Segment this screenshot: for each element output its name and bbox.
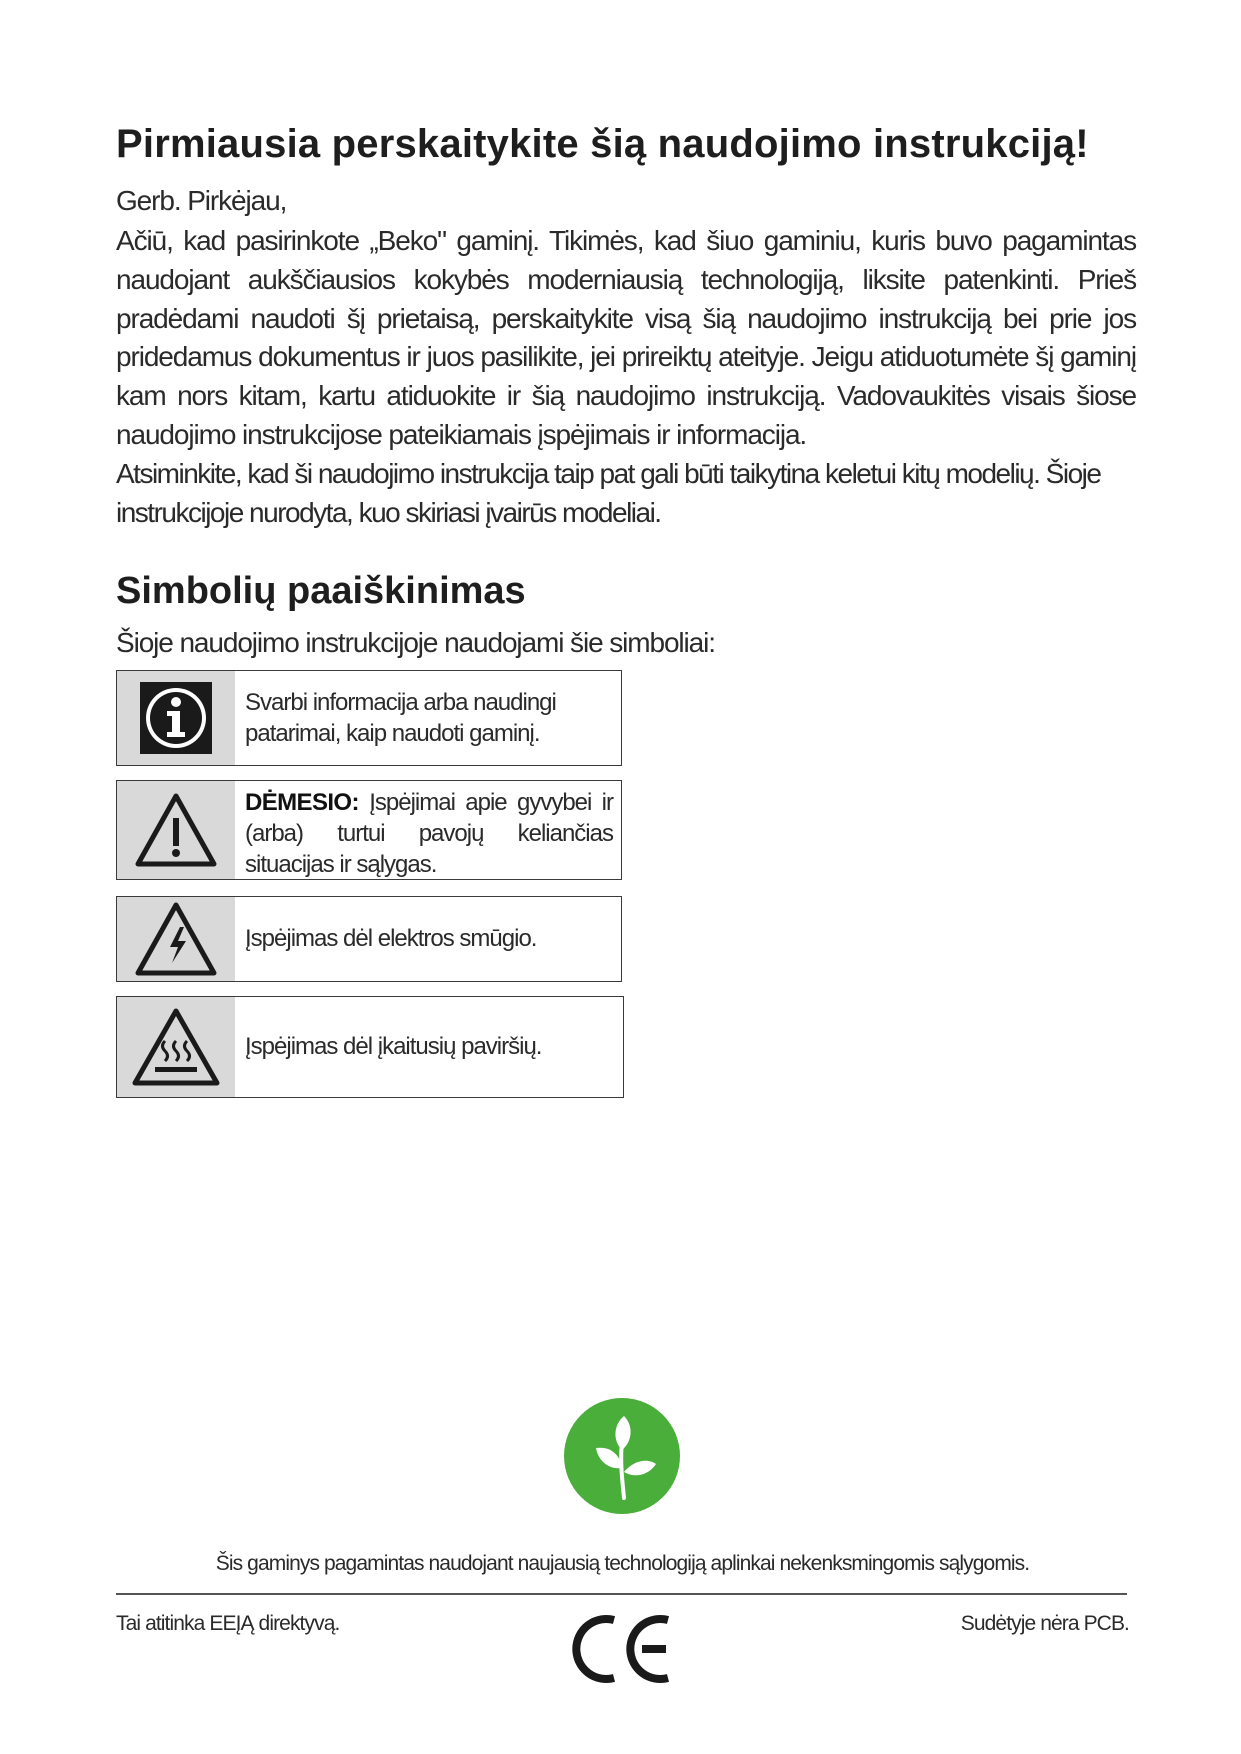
intro-paragraph-2: Atsiminkite, kad ši naudojimo instrukcija taip pat gali būti taikytina keletui kitų modelių. Šioje instrukcijoje nurodyta, kuo skiriasi įvairūs modeliai. [116,458,1101,528]
warning-label: DĖMESIO: [245,789,359,816]
eco-note: Šis gaminys pagamintas naudojant naujausią technologiją aplinkai nekenksmingomis sąlygomis. [215,1552,1030,1575]
hot-surface-icon [117,997,235,1097]
eco-leaf-icon [564,1398,680,1514]
pcb-statement: Sudėtyje nėra PCB. [960,1612,1129,1635]
ce-mark-icon [572,1612,676,1686]
electric-shock-icon [117,897,235,981]
symbols-intro: Šioje naudojimo instrukcijoje naudojami šie simboliai: [116,627,715,658]
warning-icon [117,781,235,879]
symbol-row-hot-surface [116,996,624,1098]
footer-divider [116,1593,1127,1595]
symbols-section-title: Simbolių paaiškinimas [116,570,526,612]
greeting: Gerb. Pirkėjau, [116,185,287,216]
symbol-description: Svarbi informacija arba naudingi patarimai, kaip naudoti gaminį. [245,689,556,747]
warning-text: Įspėjimai apie gyvybei ir (arba) turtui pavojų keliančias situacijas ir sąlygas. [245,789,614,878]
symbol-description: Įspėjimas dėl įkaitusių paviršių. [245,1033,542,1060]
page-title: Pirmiausia perskaitykite šią naudojimo instrukciją! [116,122,1089,166]
symbol-description [245,787,613,880]
symbol-description: Įspėjimas dėl elektros smūgio. [245,925,537,952]
symbol-row-electric-shock [116,896,622,982]
weee-compliance: Tai atitinka EEĮĄ direktyvą. [116,1612,340,1635]
info-icon [117,671,235,765]
symbol-row-warning [116,780,622,880]
intro-paragraph-1: Ačiū, kad pasirinkote „Beko" gaminį. Tikimės, kad šiuo gaminiu, kuris buvo pagamintas naudojant aukščiausios kokybės moderniausią technologiją, liksite patenkinti. Prieš pradėdami naudoti šį prietaisą, perskaitykite visą šią naudojimo instrukciją bei prie jos pridedamus dokumentus ir juos pasilikite, jei prireiktų ateityje. Jeigu atiduotumėte šį gaminį kam nors kitam, kartu atiduokite ir šią naudojimo instrukciją. Vadovaukitės visais šiose naudojimo instrukcijose pateikiamais įspėjimais ir informacija. [116,225,1136,450]
symbol-row-info [116,670,622,766]
